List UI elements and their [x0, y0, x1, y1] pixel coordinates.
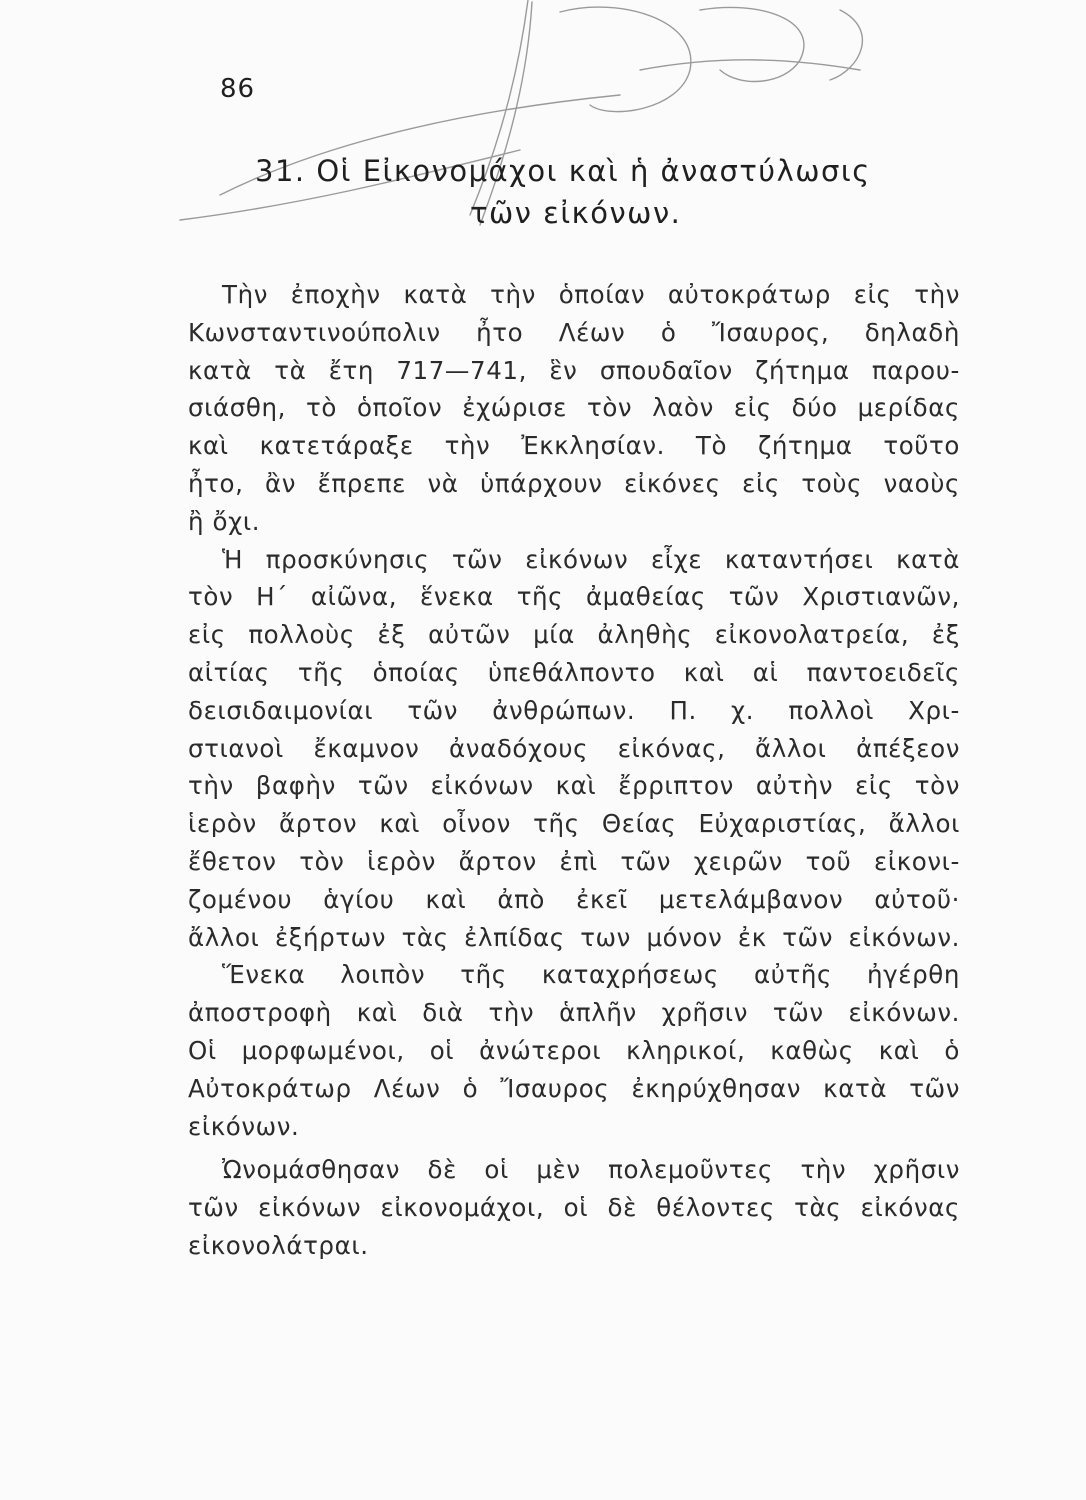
- body-text: [188, 276, 960, 1265]
- text-line: ἦτο, ἂν ἔπρεπε νὰ ὑπάρχουν εἰκόνες εἰς τοὺς ναοὺς: [188, 468, 960, 498]
- text-line: εἰς πολλοὺς ἐξ αὐτῶν μία ἀληθὴς εἰκονολατρεία, ἐξ: [188, 620, 960, 650]
- text-line: Τὴν ἐποχὴν κατὰ τὴν ὁποίαν αὐτοκράτωρ εἰς τὴν: [222, 280, 960, 309]
- text-line: δεισιδαιμονίαι τῶν ἀνθρώπων. Π. χ. πολλοὶ Χρι-: [188, 695, 960, 725]
- pencil-stroke: [640, 60, 860, 70]
- text-line: εἰκονολάτραι.: [188, 1230, 369, 1260]
- chapter-title-line: τῶν εἰκόνων.: [470, 196, 682, 230]
- text-line: Ὠνομάσθησαν δὲ οἱ μὲν πολεμοῦντες τὴν χρῆσιν: [222, 1155, 960, 1185]
- text-line: Οἱ μορφωμένοι, οἱ ἀνώτεροι κληρικοί, καθὼς καὶ ὁ: [188, 1035, 960, 1065]
- pencil-stroke: [830, 10, 862, 80]
- chapter-title-line: 31. Οἱ Εἰκονομάχοι καὶ ἡ ἀναστύλωσις: [255, 154, 871, 188]
- paragraph: [188, 1151, 960, 1264]
- text-line: στιανοὶ ἔκαμνον ἀναδόχους εἰκόνας, ἄλλοι ἀπέξεον: [188, 733, 960, 763]
- text-line: καὶ κατετάραξε τὴν Ἐκκλησίαν. Τὸ ζήτημα τοῦτο: [188, 431, 960, 461]
- pencil-stroke: [560, 7, 691, 112]
- text-line: ἄλλοι ἐξήρτων τὰς ἐλπίδας των μόνον ἐκ τῶν εἰκόνων.: [188, 922, 960, 952]
- text-line: Ἕνεκα λοιπὸν τῆς καταχρήσεως αὐτῆς ἠγέρθη: [222, 960, 960, 990]
- pencil-stroke: [700, 7, 804, 81]
- text-line: ζομένου ἁγίου καὶ ἀπὸ ἐκεῖ μετελάμβανον αὐτοῦ·: [188, 884, 960, 914]
- text-line: αἰτίας τῆς ὁποίας ὑπεθάλποντο καὶ αἱ παντοειδεῖς: [188, 657, 960, 687]
- text-line: τὴν βαφὴν τῶν εἰκόνων καὶ ἔρριπτον αὐτὴν εἰς τὸν: [188, 771, 960, 801]
- text-line: τῶν εἰκόνων εἰκονομάχοι, οἱ δὲ θέλοντες τὰς εἰκόνας: [188, 1193, 960, 1223]
- paragraph: [188, 541, 960, 957]
- text-line: Αὐτοκράτωρ Λέων ὁ Ἴσαυρος ἐκηρύχθησαν κατὰ τῶν: [188, 1073, 960, 1103]
- text-line: ἱερὸν ἄρτον καὶ οἶνον τῆς Θείας Εὐχαριστίας, ἄλλοι: [188, 809, 960, 839]
- text-line: Ἡ προσκύνησις τῶν εἰκόνων εἶχε καταντήσει κατὰ: [222, 544, 960, 574]
- text-line: ἀποστροφὴ καὶ διὰ τὴν ἁπλῆν χρῆσιν τῶν εἰκόνων.: [188, 998, 960, 1028]
- text-line: Κωνσταντινούπολιν ἦτο Λέων ὁ Ἴσαυρος, δηλαδὴ: [188, 317, 960, 347]
- text-line: κατὰ τὰ ἔτη 717—741, ἓν σπουδαῖον ζήτημα παρου-: [188, 355, 960, 385]
- text-line: σιάσθη, τὸ ὁποῖον ἐχώρισε τὸν λαὸν εἰς δύο μερίδας: [188, 393, 960, 423]
- text-line: εἰκόνων.: [188, 1111, 300, 1141]
- page-number: 86: [220, 74, 256, 104]
- chapter-title: [250, 150, 930, 234]
- paragraph: [188, 276, 960, 541]
- text-line: τὸν Η΄ αἰῶνα, ἕνεκα τῆς ἀμαθείας τῶν Χριστιανῶν,: [188, 582, 960, 612]
- paragraph: [188, 956, 960, 1145]
- text-line: ἔθετον τὸν ἱερὸν ἄρτον ἐπὶ τῶν χειρῶν τοῦ εἰκονι-: [188, 846, 960, 876]
- text-line: ἢ ὄχι.: [188, 506, 261, 536]
